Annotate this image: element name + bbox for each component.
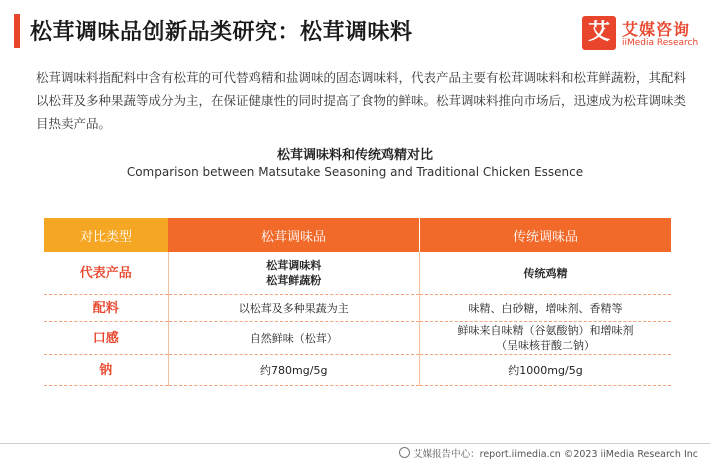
footer-text: 艾媒报告中心：report.iimedia.cn ©2023 iiMedia Research Inc bbox=[413, 449, 698, 460]
cell-matsutake bbox=[168, 322, 420, 355]
row-label: 配料 bbox=[44, 295, 168, 322]
logo-mark-icon bbox=[582, 16, 616, 50]
cell-matsutake bbox=[168, 252, 420, 295]
cell-traditional bbox=[420, 322, 672, 355]
table-row bbox=[44, 355, 671, 386]
title-accent-bar bbox=[14, 14, 20, 48]
cell-matsutake bbox=[168, 295, 420, 322]
cell-traditional bbox=[420, 295, 672, 322]
intro-paragraph: 松茸调味料指配料中含有松茸的可代替鸡精和盐调味的固态调味料，代表产品主要有松茸调味料和松茸鲜蔬粉，其配料以松茸及多种果蔬等成分为主，在保证健康性的同时提高了食物的鲜味。松茸调味料推向市场后，迅速成为松茸调味类目热卖产品。 bbox=[36, 70, 687, 131]
header-type: 对比类型 bbox=[44, 218, 168, 252]
footer bbox=[399, 446, 698, 460]
table-row bbox=[44, 295, 671, 322]
table-row bbox=[44, 322, 671, 355]
cell-line: 以松茸及多种果蔬为主 bbox=[238, 301, 349, 315]
cell-line: 松茸调味料 bbox=[266, 259, 322, 272]
cell-matsutake bbox=[168, 355, 420, 386]
table-row bbox=[44, 252, 671, 295]
table-title-cn: 松茸调味料和传统鸡精对比 bbox=[276, 148, 433, 163]
cell-line: 自然鲜味（松茸） bbox=[249, 331, 338, 345]
cell-line: 松茸鲜蔬粉 bbox=[266, 274, 322, 287]
brand-logo bbox=[582, 16, 698, 52]
cell-line: 鲜味来自味精（谷氨酸钠）和增味剂 bbox=[457, 324, 634, 337]
row-label: 钠 bbox=[44, 355, 168, 386]
cell-line: 约780mg/5g bbox=[260, 363, 328, 377]
cell-line: 约1000mg/5g bbox=[508, 363, 583, 377]
page-title: 松茸调味品创新品类研究：松茸调味料 bbox=[30, 20, 413, 45]
header-traditional: 传统调味品 bbox=[420, 218, 672, 252]
logo-name-en: iiMedia Research bbox=[622, 38, 699, 48]
cell-line: （呈味核苷酸二钠） bbox=[496, 339, 595, 352]
report-center-icon bbox=[399, 447, 410, 458]
table-header-row bbox=[44, 218, 671, 252]
cell-traditional bbox=[420, 355, 672, 386]
logo-glyph: 艾 bbox=[587, 20, 610, 45]
row-label: 口感 bbox=[44, 322, 168, 355]
cell-line: 传统鸡精 bbox=[523, 266, 568, 280]
comparison-table bbox=[44, 218, 671, 386]
logo-name-cn: 艾媒咨询 bbox=[622, 20, 691, 39]
table-title-en: Comparison between Matsutake Seasoning and Traditional Chicken Essence bbox=[126, 165, 584, 179]
cell-traditional bbox=[420, 252, 672, 295]
header-matsutake: 松茸调味品 bbox=[168, 218, 420, 252]
footer-divider bbox=[0, 443, 710, 444]
cell-line: 味精、白砂糖，增味剂、香精等 bbox=[468, 301, 623, 315]
row-label: 代表产品 bbox=[44, 252, 168, 295]
